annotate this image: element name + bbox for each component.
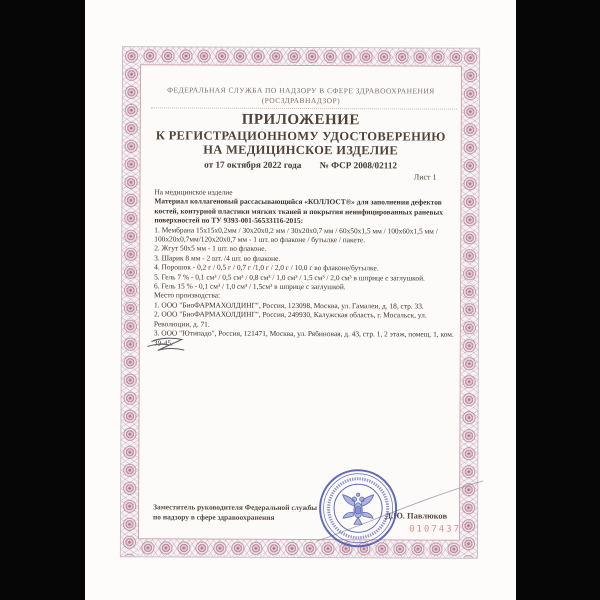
production-site: 3. ООО "Ютипадо", Россия, 121471, Москва, ул. Рябиновая, д. 43, стр. 1, 2 этаж, помещ. 1, ком. 39-45. [153, 328, 454, 347]
intro-line: На медицинское изделие [154, 187, 233, 197]
document-title-line3: НА МЕДИЦИНСКОЕ ИЗДЕЛИЕ [203, 142, 399, 158]
product-item: 5. Гель 7 % - 0,1 см³ / 0,5 см³ / 0,8 см³ / 1,0 см³ / 1,5 см³ / 2,0 см³ в шприце с заглушкой. [154, 272, 425, 283]
guilloche-border-top [123, 47, 479, 66]
issuing-agency [123, 85, 479, 107]
production-site: 1. ООО "БиоФАРМАХОЛДИНГ", Россия, 123098, Москва, ул. Гамалеи, д. 18, стр. 33. [153, 300, 424, 311]
document-title-line1: ПРИЛОЖЕНИЕ [241, 111, 360, 129]
date-and-number-line [123, 159, 479, 171]
production-site: 2. ООО "БиоФАРМАХОЛДИНГ", Россия, 249930, Калужская область, г. Мосальск, ул. Революции, д. 71. [153, 309, 427, 329]
certificate [121, 47, 479, 558]
letterbox-bar-right [516, 0, 600, 600]
issue-date: от 17 октября 2022 года [204, 159, 302, 171]
product-item: 1. Мембрана 15х15х0,2мм / 30х20х0,2 мм / 30х20х0,7 мм / 60х50х1,5 мм / 100х60х1,5 мм / 100х20х0,7мм/120х20х0,7 мм - 1 шт. во флаконе / бутылке / пакете. [154, 224, 438, 245]
double-headed-eagle-icon [343, 493, 374, 524]
official-seal-stamp [317, 467, 399, 549]
product-item: 4. Порошок - 0,2 г / 0,5 г / 0,7 г /1,0 г / 2,0 г / 10,0 г во флаконе/бутылке. [154, 262, 379, 273]
agency-short-name-line: (РОСЗДРАВНАДЗОР) [261, 95, 341, 106]
signer-title-line1: Заместитель руководителя Федеральной службы [153, 502, 318, 513]
handwritten-paraph-mark [146, 336, 192, 356]
production-sites-label: Место производства: [154, 290, 221, 301]
product-item: 3. Шарик 8 мм - 2 шт. /4 шт. во флаконе. [154, 253, 281, 263]
signer-title-line2: по надзору в сфере здравоохранения [153, 512, 275, 522]
form-serial-number: 0107437 [409, 524, 462, 535]
product-item: 2. Жгут 50х5 мм - 1 шт. во флаконе. [154, 243, 267, 254]
product-description: Материал коллагеновый рассасывающийся «КОЛЛОСТ®» для заполнения дефектов костей, контурной пластики мягких тканей и покрытия неинфицированных раневых поверхностей по ТУ 9393-001-56533116-2015: [154, 196, 443, 226]
document-title-line2: К РЕГИСТРАЦИОННОМУ УДОСТОВЕРЕНИЮ [155, 128, 446, 144]
product-item: 6. Гель 15 % - 0,1 см³ / 1,0 см³ / 1,5см³ в шприце с заглушкой. [154, 281, 346, 292]
letterbox-bar-left [0, 0, 85, 600]
agency-name-line: ФЕДЕРАЛЬНАЯ СЛУЖБА ПО НАДЗОРУ В СФЕРЕ ЗДРАВООХРАНЕНИЯ [167, 85, 435, 96]
registration-number: № ФСР 2008/02112 [319, 160, 398, 171]
certificate-body [154, 187, 465, 348]
signer-name: Д.Ю. Павлюков [385, 510, 448, 521]
sheet-number: Лист 1 [413, 172, 437, 182]
